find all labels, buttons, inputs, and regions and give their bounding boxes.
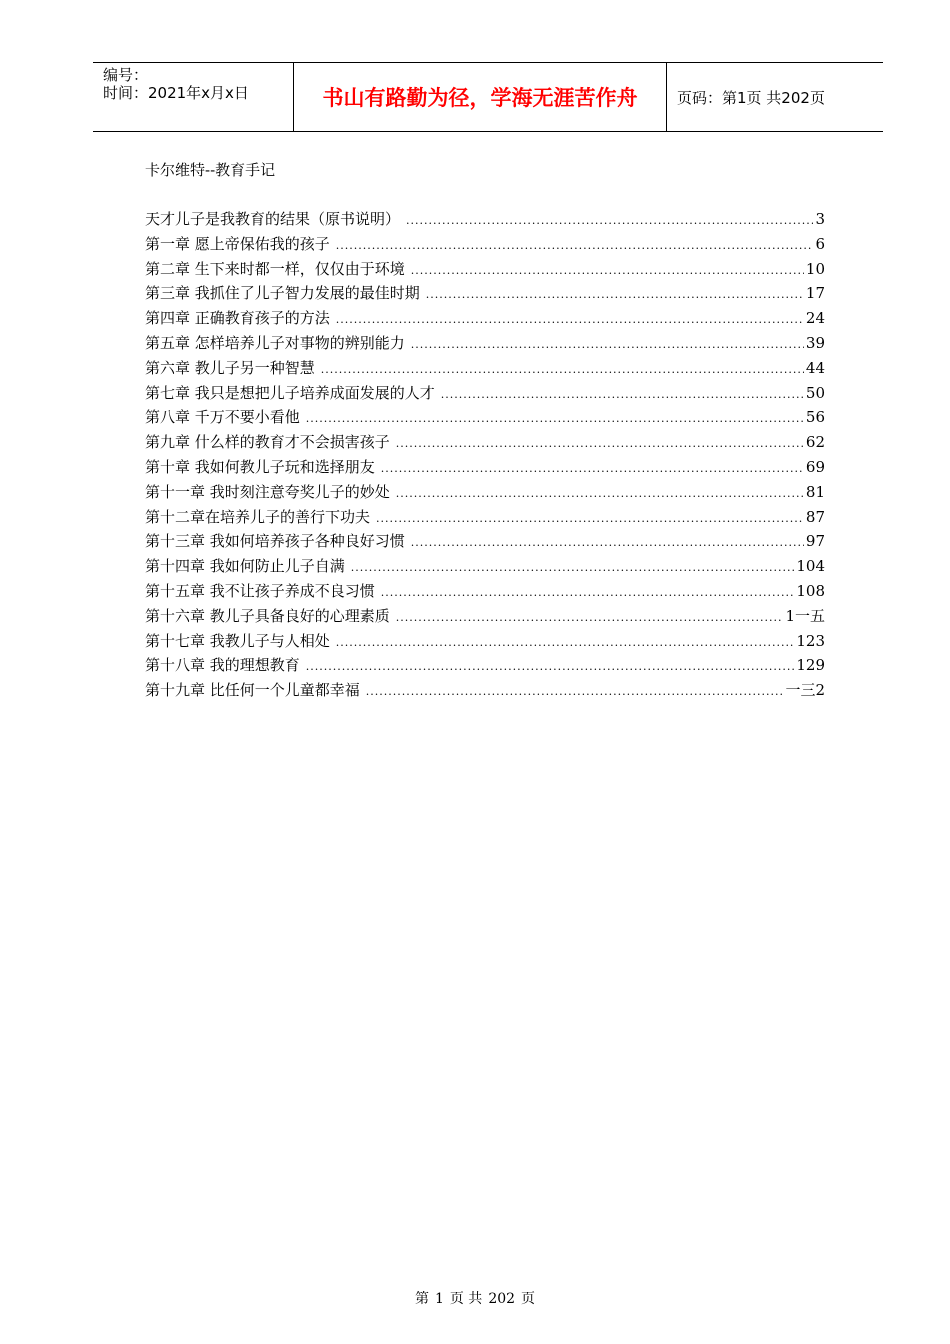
toc-leader: [426, 288, 804, 301]
toc-leader: [396, 611, 784, 624]
table-of-contents: [145, 208, 825, 704]
toc-entry-page: 一三2: [785, 681, 825, 700]
toc-entry: [145, 382, 825, 407]
toc-entry: [145, 332, 825, 357]
toc-entry-title: 第十五章 我不让孩子养成不良习惯: [145, 581, 375, 600]
toc-entry-page: 81: [805, 482, 825, 501]
toc-entry-title: 第九章 什么样的教育才不会损害孩子: [145, 433, 390, 452]
toc-entry: [145, 282, 825, 307]
toc-entry-title: 第八章 千万不要小看他: [145, 408, 300, 427]
toc-entry: [145, 654, 825, 679]
toc-entry-page: 108: [796, 581, 825, 600]
toc-entry-title: 第十七章 我教儿子与人相处: [145, 631, 330, 650]
toc-entry: [145, 258, 825, 283]
toc-entry-title: 第十二章在培养儿子的善行下功夫: [145, 507, 371, 526]
toc-entry-title: 第十章 我如何教儿子玩和选择朋友: [145, 457, 375, 476]
toc-leader: [336, 636, 795, 649]
toc-entry: [145, 233, 825, 258]
toc-entry-title: 第六章 教儿子另一种智慧: [145, 358, 315, 377]
toc-entry: [145, 580, 825, 605]
toc-leader: [366, 685, 784, 698]
toc-entry-page: 10: [805, 259, 825, 278]
toc-leader: [381, 586, 795, 599]
toc-leader: [306, 660, 795, 673]
toc-entry-page: 44: [805, 358, 825, 377]
toc-leader: [441, 388, 804, 401]
toc-entry-title: 第十三章 我如何培养孩子各种良好习惯: [145, 532, 405, 551]
toc-leader: [351, 561, 795, 574]
toc-entry-page: 97: [805, 532, 825, 551]
toc-entry-title: 第五章 怎样培养儿子对事物的辨别能力: [145, 333, 405, 352]
toc-entry: [145, 431, 825, 456]
toc-entry: [145, 530, 825, 555]
toc-entry-page: 1一五: [785, 606, 825, 625]
toc-entry-page: 87: [805, 507, 825, 526]
toc-leader: [306, 412, 804, 425]
toc-entry-title: 第十四章 我如何防止儿子自满: [145, 557, 345, 576]
toc-leader: [411, 264, 804, 277]
toc-entry-page: 24: [805, 309, 825, 328]
toc-entry-page: 6: [815, 234, 825, 253]
footer-total-pages: 202: [488, 1291, 516, 1307]
toc-entry: [145, 506, 825, 531]
toc-entry-title: 第十六章 教儿子具备良好的心理素质: [145, 606, 390, 625]
toc-entry-page: 62: [805, 433, 825, 452]
toc-entry: [145, 357, 825, 382]
footer-mid: 页 共: [449, 1291, 483, 1307]
toc-entry-title: 第十八章 我的理想教育: [145, 656, 300, 675]
toc-entry-page: 56: [805, 408, 825, 427]
toc-leader: [336, 239, 814, 252]
toc-entry: [145, 406, 825, 431]
footer-prefix: 第: [414, 1291, 429, 1307]
toc-entry-title: 第十九章 比任何一个儿童都幸福: [145, 681, 360, 700]
toc-entry: [145, 555, 825, 580]
toc-entry: [145, 605, 825, 630]
toc-entry: [145, 630, 825, 655]
toc-entry-title: 第七章 我只是想把儿子培养成面发展的人才: [145, 383, 435, 402]
toc-entry-page: 17: [805, 284, 825, 303]
header-meta: [93, 63, 294, 131]
toc-entry-title: 天才儿子是我教育的结果（原书说明）: [145, 210, 401, 228]
toc-entry: [145, 456, 825, 481]
toc-entry-page: 129: [796, 656, 825, 675]
toc-entry-page: 123: [796, 631, 825, 650]
toc-leader: [396, 437, 804, 450]
toc-entry: [145, 679, 825, 704]
toc-leader: [406, 214, 813, 227]
toc-entry-page: 104: [796, 557, 825, 576]
toc-entry-page: 3: [815, 210, 825, 228]
footer-suffix: 页: [521, 1291, 536, 1307]
toc-entry: [145, 307, 825, 332]
toc-entry-title: 第二章 生下来时都一样，仅仅由于环境: [145, 259, 405, 278]
toc-entry-page: 39: [805, 333, 825, 352]
toc-leader: [411, 338, 804, 351]
toc-leader: [396, 487, 804, 500]
footer-current-page: 1: [434, 1291, 444, 1307]
toc-entry-title: 第一章 愿上帝保佑我的孩子: [145, 234, 330, 253]
page-footer: [0, 1288, 950, 1308]
header-motto: 书山有路勤为径，学海无涯苦作舟: [294, 63, 667, 131]
toc-entry-title: 第十一章 我时刻注意夸奖儿子的妙处: [145, 482, 390, 501]
toc-entry-title: 第四章 正确教育孩子的方法: [145, 309, 330, 328]
number-label: 编号：: [103, 66, 149, 84]
page-header: [93, 62, 883, 132]
toc-leader: [321, 363, 804, 376]
toc-entry-title: 第三章 我抓住了儿子智力发展的最佳时期: [145, 284, 420, 303]
toc-entry-page: 69: [805, 457, 825, 476]
header-page-info: 页码：第1页 共202页: [677, 88, 825, 107]
toc-entry: [145, 208, 825, 233]
time-label: 时间：2021年x月x日: [103, 84, 249, 102]
toc-leader: [411, 536, 804, 549]
document-title: 卡尔维特--教育手记: [145, 161, 276, 179]
toc-leader: [376, 512, 804, 525]
toc-entry-page: 50: [805, 383, 825, 402]
toc-leader: [336, 313, 804, 326]
toc-entry: [145, 481, 825, 506]
toc-leader: [381, 462, 804, 475]
